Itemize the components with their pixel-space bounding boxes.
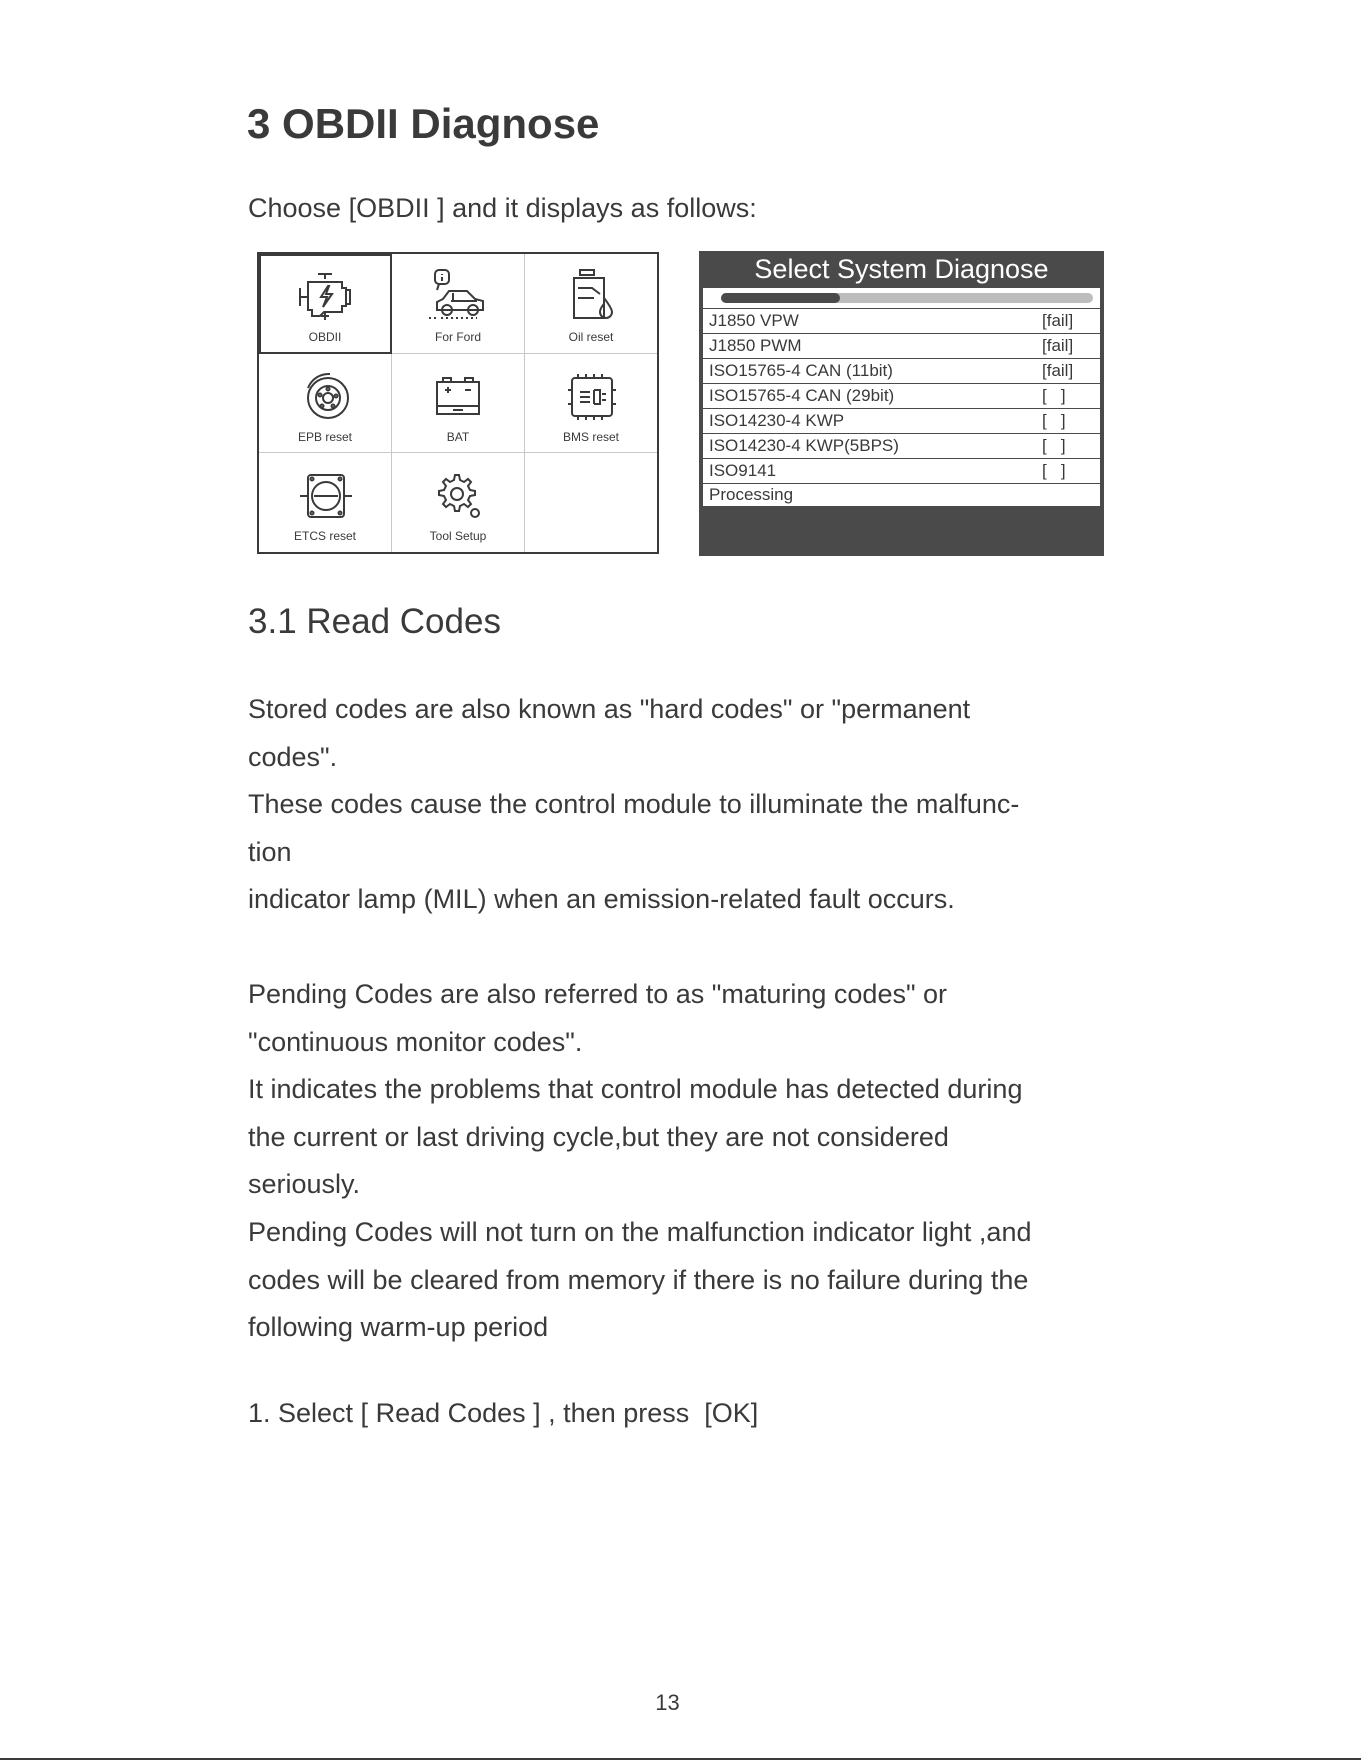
menu-tile-label: Tool Setup (429, 529, 487, 543)
gears-icon (427, 467, 489, 525)
menu-tile-label: For Ford (434, 330, 481, 344)
menu-tile-label: BAT (446, 430, 470, 444)
protocol-name: ISO14230-4 KWP (709, 411, 845, 430)
text-line: These codes cause the control module to illuminate the malfunc- (248, 789, 1020, 820)
text-line: codes will be cleared from memory if there is no failure during the (248, 1264, 1029, 1295)
protocol-row[interactable] (703, 434, 1100, 459)
protocol-status: [ ] (1042, 436, 1066, 455)
main-menu-grid (257, 252, 659, 554)
protocol-row[interactable] (703, 359, 1100, 384)
screen-title: Select System Diagnose (754, 254, 1049, 284)
protocol-row[interactable] (703, 334, 1100, 359)
pending-codes-paragraph (248, 971, 1031, 1352)
protocol-name: ISO14230-4 KWP(5BPS) (709, 436, 899, 455)
menu-tile-etcs-reset[interactable] (259, 453, 392, 552)
menu-tile-label: Oil reset (568, 330, 614, 344)
menu-tile-tool-setup[interactable] (392, 453, 525, 552)
protocol-status: [ ] (1042, 386, 1066, 405)
bms-icon (560, 368, 622, 426)
progress-fill (721, 293, 840, 303)
menu-tile-for-ford[interactable] (392, 254, 525, 354)
protocol-row[interactable] (703, 384, 1100, 409)
menu-tile-bms-reset[interactable] (525, 354, 657, 453)
protocol-status: [fail] (1042, 361, 1074, 380)
protocol-list (703, 309, 1100, 484)
section-heading: 3.1 Read Codes (248, 602, 501, 641)
protocol-status: [fail] (1042, 311, 1074, 330)
text-line: Stored codes are also known as "hard codes" or "permanent (248, 694, 971, 724)
protocol-name: ISO9141 (709, 461, 777, 480)
protocol-name: ISO15765-4 CAN (29bit) (709, 386, 895, 405)
protocol-status: [ ] (1042, 411, 1066, 430)
menu-tile-epb-reset[interactable] (259, 354, 392, 453)
battery-icon (427, 368, 489, 426)
text-line: It indicates the problems that control module has detected during (248, 1074, 1023, 1105)
engine-check-icon (294, 268, 356, 326)
menu-tile-obdii[interactable] (259, 254, 392, 354)
protocol-row[interactable] (703, 409, 1100, 434)
protocol-name: J1850 PWM (709, 336, 802, 355)
page-number: 13 (655, 1690, 680, 1715)
menu-tile-label: OBDII (308, 330, 342, 344)
protocol-name: ISO15765-4 CAN (11bit) (709, 361, 893, 380)
protocol-name: J1850 VPW (709, 311, 799, 330)
throttle-body-icon (294, 467, 356, 525)
menu-tile-label: EPB reset (297, 430, 353, 444)
text-line: tion (248, 836, 292, 867)
menu-tile-oil-reset[interactable] (525, 254, 657, 354)
protocol-status: [ ] (1042, 461, 1066, 480)
progress-bar (721, 293, 1093, 303)
intro-text: Choose [OBDII ] and it displays as follows: (248, 193, 757, 223)
protocol-row[interactable] (703, 309, 1100, 334)
step-1: 1. Select [ Read Codes ] , then press [OK] (248, 1398, 759, 1428)
menu-tile-bat[interactable] (392, 354, 525, 453)
bottom-rule (0, 1758, 1361, 1760)
text-line: codes". (248, 741, 338, 772)
text-line: Pending Codes will not turn on the malfunction indicator light ,and (248, 1216, 1032, 1247)
processing-status: Processing (709, 485, 794, 504)
menu-tile-label: ETCS reset (293, 529, 356, 543)
menu-tile-label: BMS reset (562, 430, 619, 444)
text-line: seriously. (248, 1169, 361, 1200)
text-line: following warm-up period (248, 1312, 549, 1343)
text-line: the current or last driving cycle,but they are not considered (248, 1121, 949, 1152)
screen-body (703, 288, 1100, 506)
protocol-status: [fail] (1042, 336, 1074, 355)
progress-row (703, 288, 1100, 309)
page-title: 3 OBDII Diagnose (247, 100, 600, 147)
stored-codes-paragraph (248, 686, 1019, 924)
menu-tile-empty (525, 453, 657, 552)
car-info-icon (427, 268, 489, 326)
system-diagnose-screen (699, 251, 1104, 556)
protocol-row[interactable] (703, 459, 1100, 484)
text-line: "continuous monitor codes". (248, 1026, 583, 1057)
text-line: Pending Codes are also referred to as "maturing codes" or (248, 979, 948, 1009)
oil-can-icon (560, 268, 622, 326)
brake-disc-icon (294, 368, 356, 426)
text-line: indicator lamp (MIL) when an emission-related fault occurs. (248, 884, 955, 915)
